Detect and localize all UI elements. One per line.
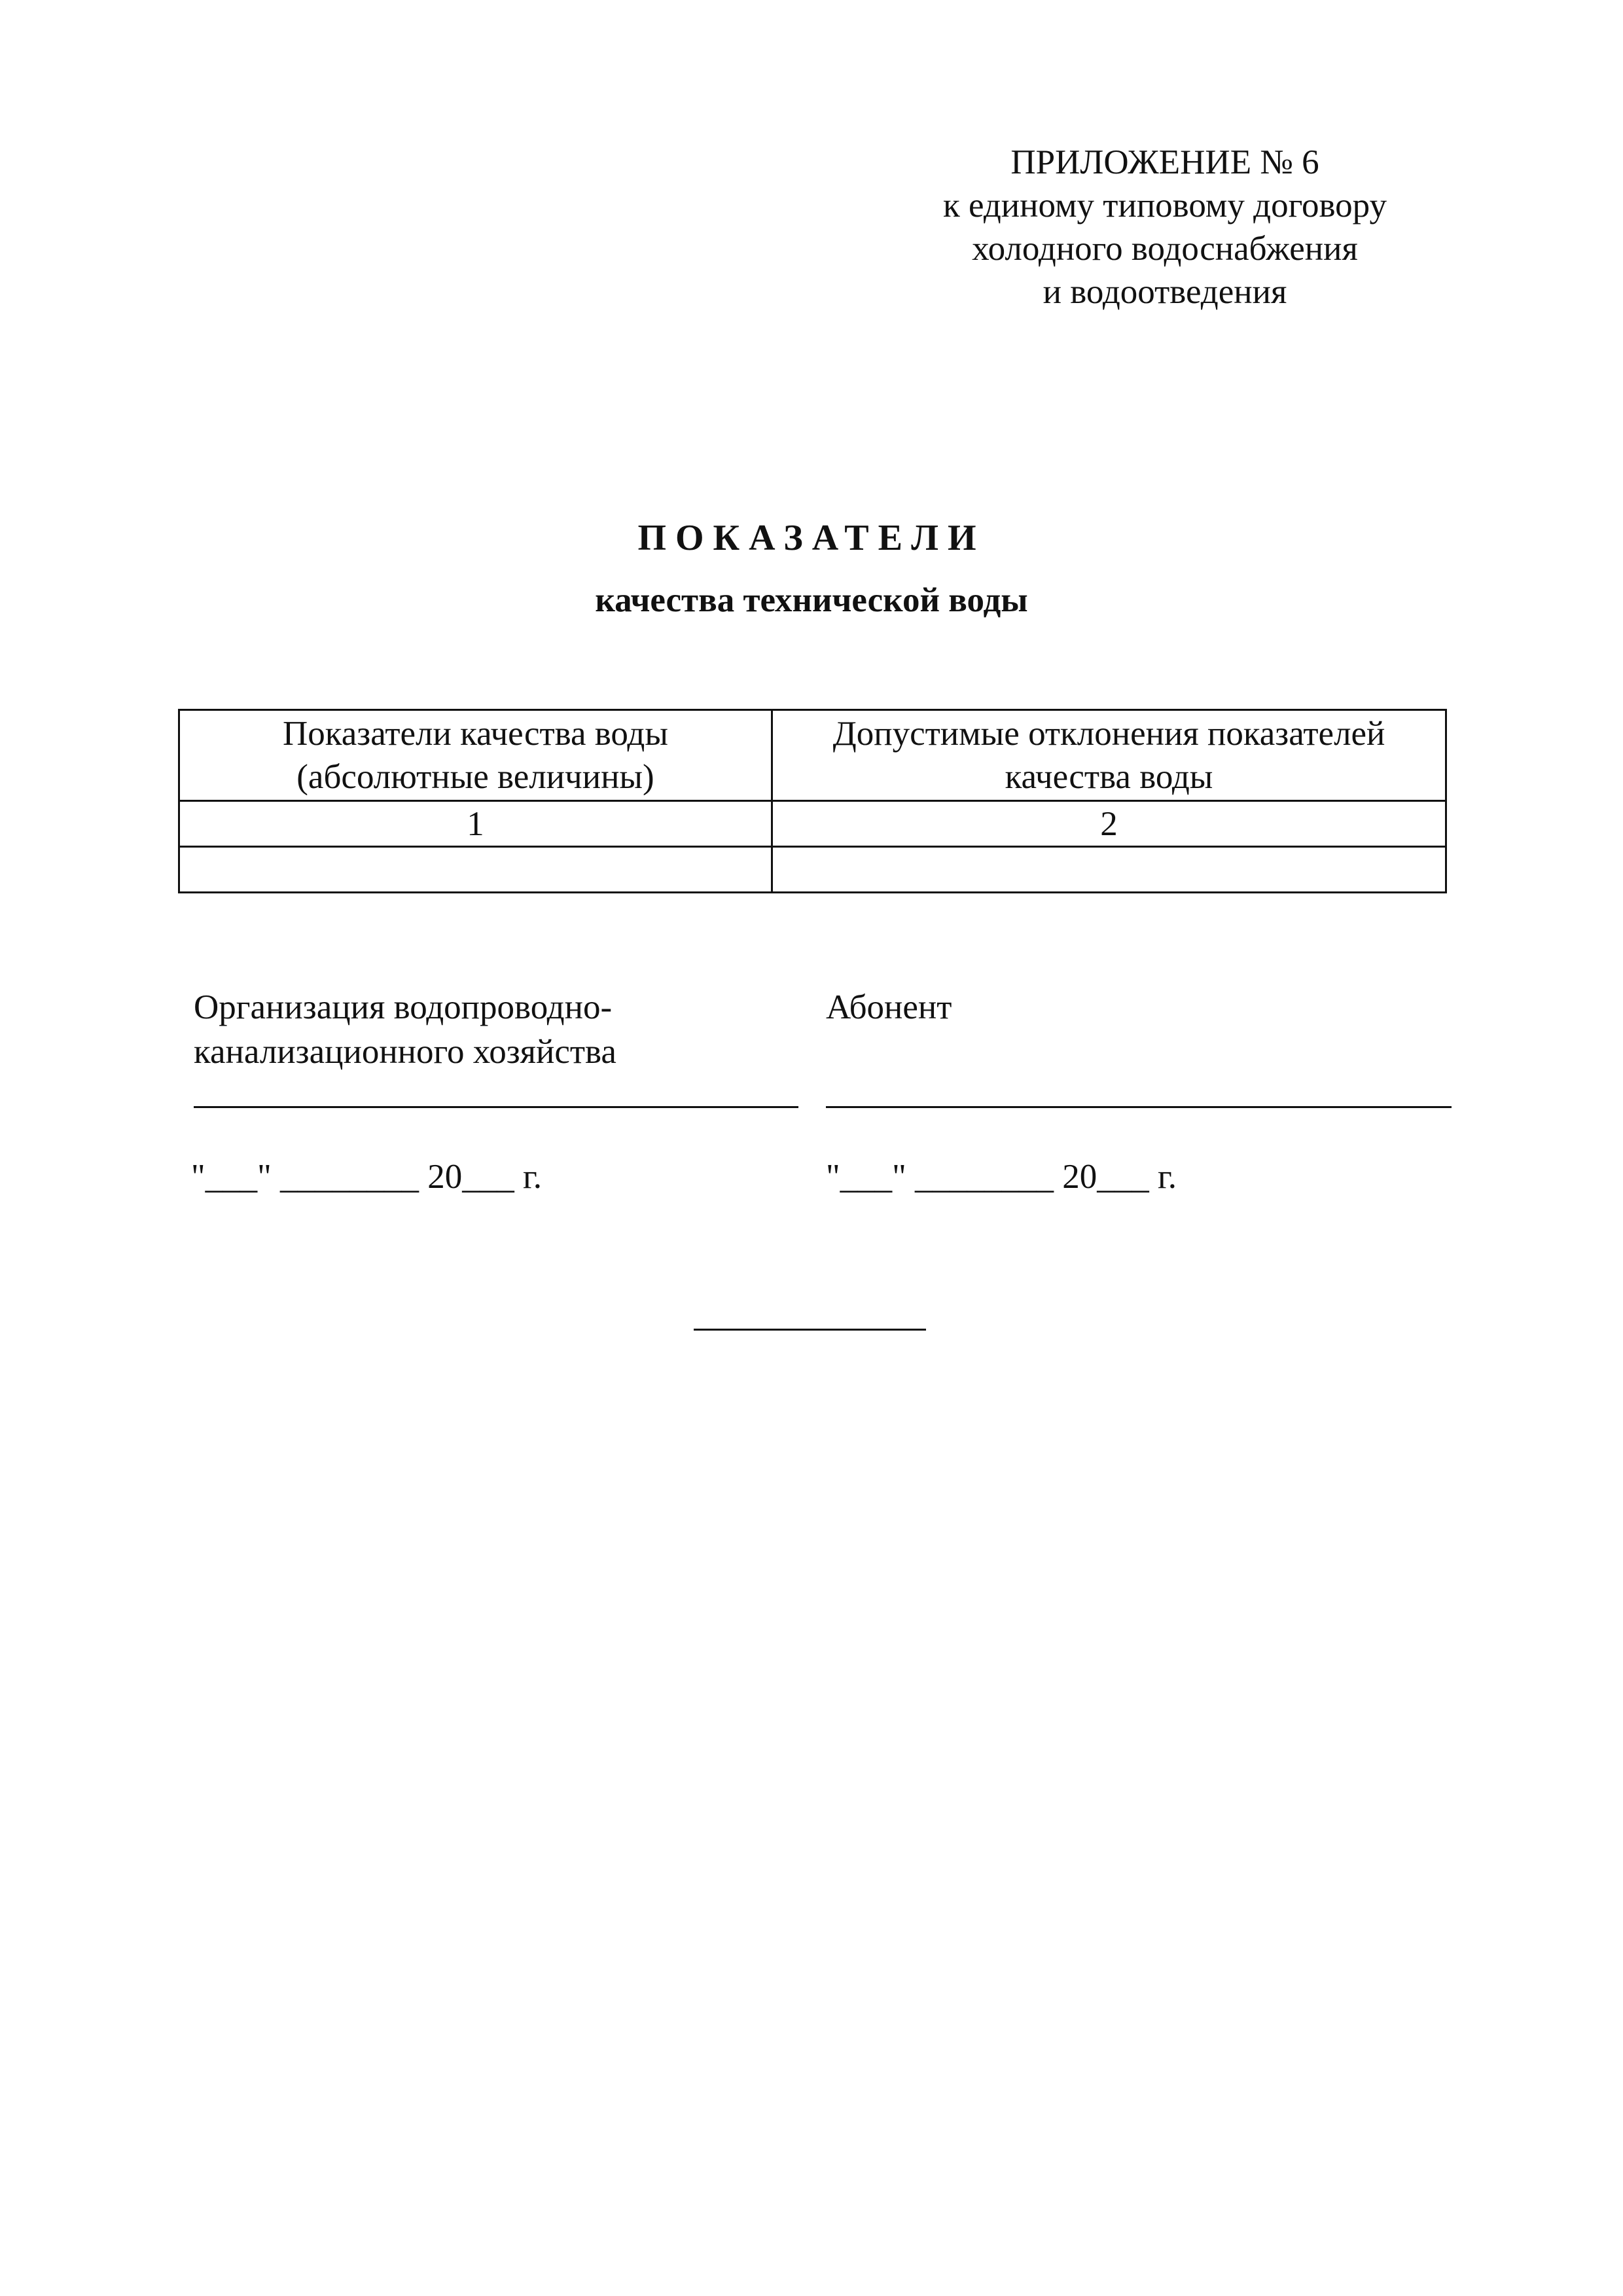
party-label: Абонент [826, 988, 952, 1026]
table-header-cell [772, 710, 1446, 801]
signature-date[interactable]: "___" ________ 20___ г. [191, 1158, 543, 1196]
header-text: Показатели качества воды [283, 715, 668, 753]
document-subtitle: качества технической воды [595, 581, 1028, 619]
table-cell[interactable] [179, 847, 772, 893]
subscriber-party [826, 985, 952, 1030]
appendix-reference-line: и водоотведения [1043, 273, 1287, 311]
end-divider [694, 1329, 926, 1331]
water-utility-party [194, 985, 616, 1074]
signature-line[interactable] [826, 1106, 1452, 1108]
table-cell[interactable] [772, 847, 1446, 893]
signature-line[interactable] [194, 1106, 798, 1108]
table-row [179, 847, 1446, 893]
table-column-number-row [179, 801, 1446, 847]
quality-indicators-table [178, 709, 1447, 893]
column-number-cell: 2 [772, 801, 1446, 847]
header-text: (абсолютные величины) [296, 758, 654, 796]
party-label: Организация водопроводно- [194, 988, 613, 1026]
header-text: качества воды [1005, 758, 1213, 796]
column-number-cell: 1 [179, 801, 772, 847]
appendix-number: ПРИЛОЖЕНИЕ № 6 [1010, 143, 1319, 181]
appendix-header [870, 141, 1459, 314]
signature-date[interactable]: "___" ________ 20___ г. [826, 1158, 1177, 1196]
table-header-cell [179, 710, 772, 801]
party-label: канализационного хозяйства [194, 1033, 616, 1071]
document-title: ПОКАЗАТЕЛИ [637, 518, 986, 558]
table-header-row [179, 710, 1446, 801]
header-text: Допустимые отклонения показателей [832, 715, 1385, 753]
appendix-reference-line: холодного водоснабжения [972, 230, 1358, 268]
appendix-reference-line: к единому типовому договору [943, 187, 1387, 224]
